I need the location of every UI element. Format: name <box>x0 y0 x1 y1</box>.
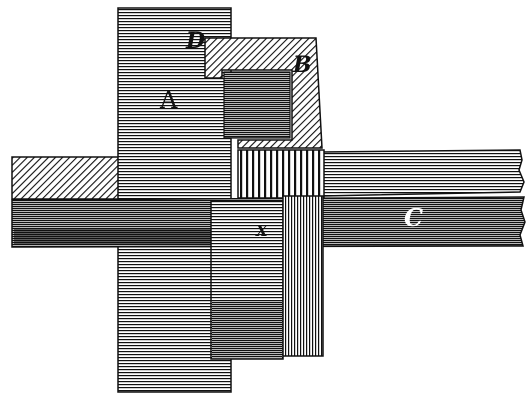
label-x: X <box>256 222 268 240</box>
label-b: B <box>293 52 312 78</box>
shaft-c-shadow <box>14 228 214 244</box>
label-c: C <box>404 203 424 232</box>
gear-teeth <box>238 150 324 198</box>
label-a: A <box>160 86 178 114</box>
gear-wheel <box>283 196 323 356</box>
label-d: D <box>186 28 206 54</box>
collar-x-lower-shadow <box>212 300 282 358</box>
upper-shaft-section <box>12 157 120 199</box>
upper-shaft <box>322 150 524 196</box>
bracket-recess <box>224 72 290 138</box>
